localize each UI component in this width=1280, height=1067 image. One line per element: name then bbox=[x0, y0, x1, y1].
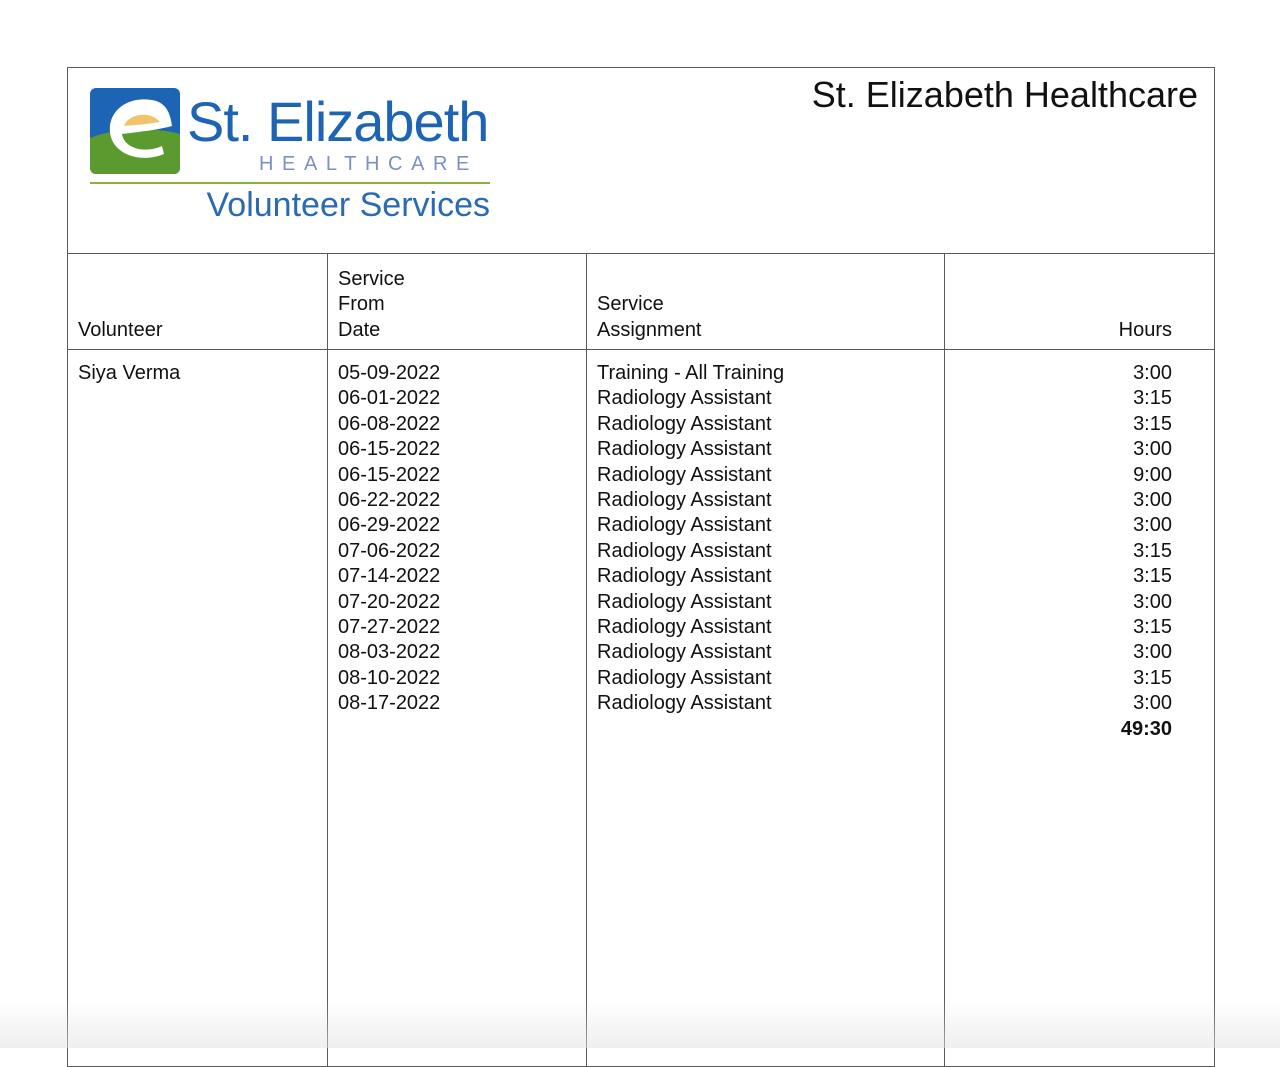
table-header-divider bbox=[68, 349, 1214, 350]
table-row-assignment: Radiology Assistant bbox=[597, 590, 772, 613]
logo-services-text: Volunteer Services bbox=[206, 186, 490, 224]
table-row-hours: 3:00 bbox=[1133, 590, 1172, 613]
service-assignment-column bbox=[597, 361, 784, 717]
table-row-hours: 3:00 bbox=[1133, 641, 1172, 664]
column-header-service-assignment bbox=[597, 254, 702, 349]
table-row-assignment: Radiology Assistant bbox=[597, 565, 772, 588]
column-divider bbox=[944, 254, 945, 1066]
table-row-date: 07-14-2022 bbox=[338, 565, 441, 588]
logo-name: St. Elizabeth bbox=[187, 90, 489, 153]
table-row-hours: 9:00 bbox=[1133, 463, 1172, 486]
table-row-assignment: Radiology Assistant bbox=[597, 489, 772, 512]
table-row-hours: 3:00 bbox=[1133, 692, 1172, 715]
table-row-hours: 3:15 bbox=[1133, 539, 1172, 562]
total-hours: 49:30 bbox=[1120, 717, 1172, 740]
table-row-hours: 3:15 bbox=[1133, 616, 1172, 639]
table-row-date: 06-22-2022 bbox=[338, 489, 441, 512]
st-elizabeth-e-mark-icon bbox=[90, 88, 180, 174]
hours-column bbox=[1121, 361, 1172, 742]
table-row-hours: 3:15 bbox=[1133, 666, 1172, 689]
table-row-assignment: Radiology Assistant bbox=[597, 616, 772, 639]
column-header-date-line: Date bbox=[338, 318, 381, 341]
service-date-column bbox=[338, 361, 440, 717]
volunteer-hours-report bbox=[67, 67, 1215, 1067]
table-row-hours: 3:00 bbox=[1133, 514, 1172, 537]
column-divider bbox=[327, 254, 328, 1066]
st-elizabeth-logo bbox=[90, 88, 490, 228]
table-row-assignment: Radiology Assistant bbox=[597, 412, 772, 435]
column-header-hours-label: Hours bbox=[1118, 318, 1172, 341]
column-header-date-line: Service bbox=[338, 267, 405, 290]
table-row-assignment: Radiology Assistant bbox=[597, 692, 772, 715]
table-row-assignment: Radiology Assistant bbox=[597, 387, 772, 410]
column-header-volunteer bbox=[78, 254, 163, 349]
column-divider bbox=[586, 254, 587, 1066]
logo-divider bbox=[90, 182, 490, 184]
table-row-assignment: Radiology Assistant bbox=[597, 539, 772, 562]
table-row-assignment: Radiology Assistant bbox=[597, 514, 772, 537]
table-row-hours: 3:15 bbox=[1133, 387, 1172, 410]
logo-subtitle: HEALTHCARE bbox=[259, 153, 478, 175]
table-row-date: 07-20-2022 bbox=[338, 590, 441, 613]
table-row-assignment: Radiology Assistant bbox=[597, 666, 772, 689]
table-row-hours: 3:00 bbox=[1133, 362, 1172, 384]
column-header-service-from-date bbox=[338, 254, 405, 349]
table-row-date: 08-03-2022 bbox=[338, 641, 441, 664]
table-row-date: 05-09-2022 bbox=[338, 362, 441, 384]
column-header-date-line: From bbox=[338, 293, 385, 315]
table-row-hours: 3:00 bbox=[1133, 438, 1172, 461]
organization-title: St. Elizabeth Healthcare bbox=[811, 74, 1198, 115]
column-header-assignment-line: Assignment bbox=[597, 318, 702, 341]
table-row-date: 07-27-2022 bbox=[338, 616, 441, 639]
column-header-hours bbox=[1119, 254, 1172, 349]
table-row-hours: 3:15 bbox=[1133, 412, 1172, 435]
table-row-hours: 3:15 bbox=[1133, 565, 1172, 588]
table-row-date: 07-06-2022 bbox=[338, 539, 441, 562]
table-row-date: 06-08-2022 bbox=[338, 412, 441, 435]
table-row-date: 08-17-2022 bbox=[338, 692, 441, 715]
table-row-date: 06-29-2022 bbox=[338, 514, 441, 537]
table-row-date: 06-15-2022 bbox=[338, 438, 441, 461]
table-row-hours: 3:00 bbox=[1133, 489, 1172, 512]
column-header-volunteer-label: Volunteer bbox=[78, 318, 163, 341]
column-header-assignment-line: Service bbox=[597, 293, 664, 315]
table-row-date: 06-01-2022 bbox=[338, 387, 441, 410]
table-row-date: 06-15-2022 bbox=[338, 463, 441, 486]
table-row-assignment: Radiology Assistant bbox=[597, 463, 772, 486]
table-row-assignment: Radiology Assistant bbox=[597, 641, 772, 664]
report-header bbox=[68, 68, 1214, 254]
table-row-assignment: Radiology Assistant bbox=[597, 438, 772, 461]
volunteer-name: Siya Verma bbox=[78, 362, 181, 384]
table-row-assignment: Training - All Training bbox=[597, 362, 785, 384]
table-row-date: 08-10-2022 bbox=[338, 666, 441, 689]
